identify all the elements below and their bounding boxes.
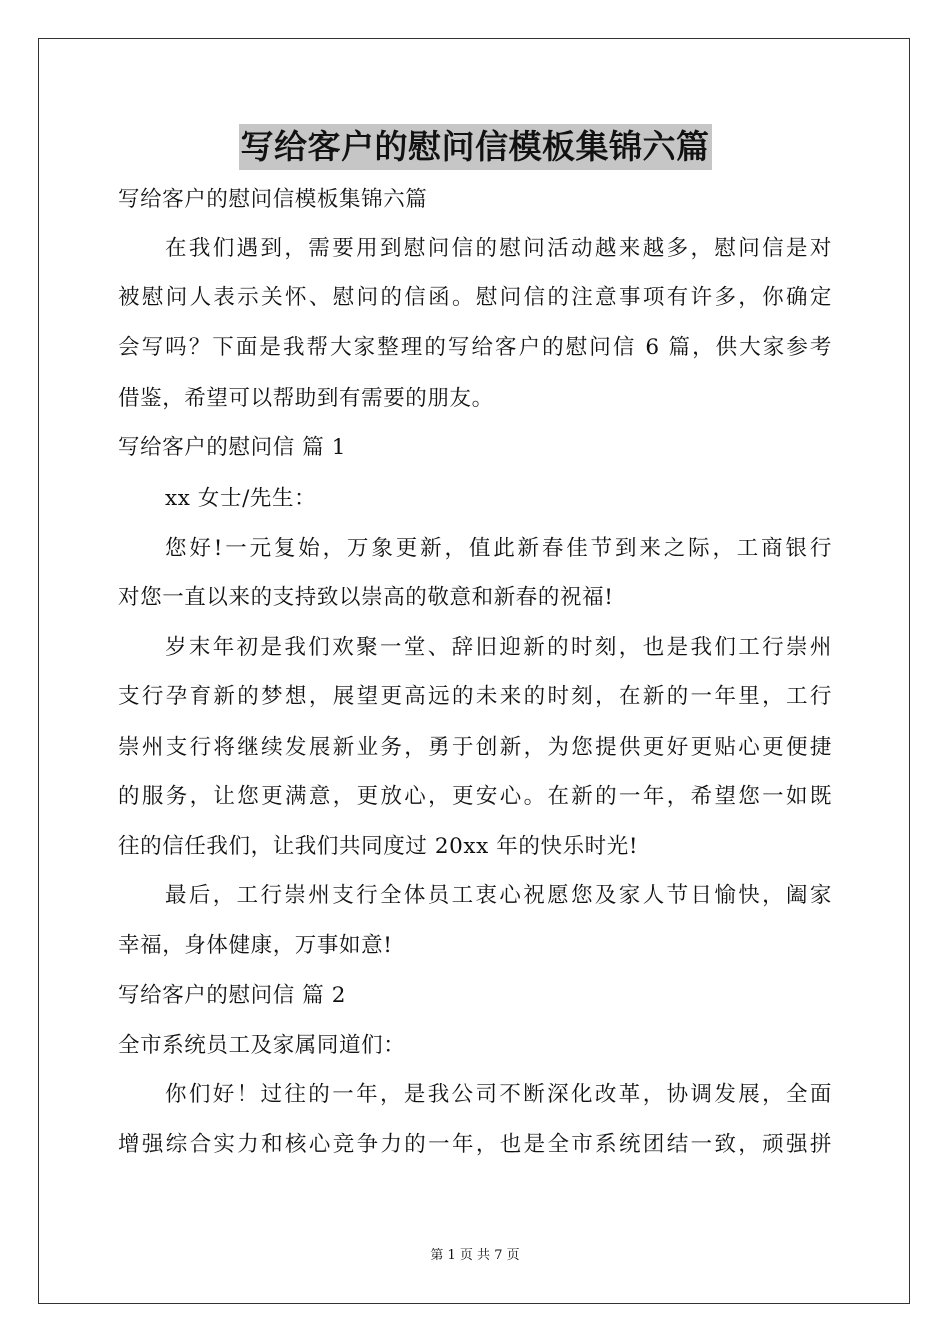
intro-line: 在我们遇到，需要用到慰问信的慰问活动越来越多，慰问信是对 [165,236,832,261]
paragraph-line: 最后，工行崇州支行全体员工衷心祝愿您及家人节日愉快，阖家 [165,883,832,908]
salutation: 全市系统员工及家属同道们： [118,1033,406,1058]
section-heading: 写给客户的慰问信 篇 1 [118,435,347,460]
section-heading: 写给客户的慰问信 篇 2 [118,983,347,1008]
paragraph-line: 崇州支行将继续发展新业务，勇于创新，为您提供更好更贴心更便捷 [118,735,832,760]
intro-line: 被慰问人表示关怀、慰问的信函。慰问信的注意事项有许多，你确定 [118,285,832,310]
paragraph-line: 你们好！过往的一年，是我公司不断深化改革，协调发展，全面 [165,1082,832,1107]
paragraph-line: 往的信任我们，让我们共同度过 20xx 年的快乐时光! [118,834,639,859]
page-footer: 第 1 页 共 7 页 [430,1248,520,1263]
paragraph-line: 支行孕育新的梦想，展望更高远的未来的时刻，在新的一年里，工行 [118,684,832,709]
document-title: 写给客户的慰问信模板集锦六篇 [239,124,712,170]
paragraph-line: 的服务，让您更满意，更放心，更安心。在新的一年，希望您一如既 [118,784,832,809]
paragraph-line: 岁末年初是我们欢聚一堂、辞旧迎新的时刻，也是我们工行崇州 [165,635,832,660]
title-container [0,124,950,170]
paragraph-line: 您好!一元复始，万象更新，值此新春佳节到来之际，工商银行 [165,536,832,561]
paragraph-line: 增强综合实力和核心竞争力的一年，也是全市系统团结一致，顽强拼 [118,1132,832,1157]
intro-line: 会写吗？下面是我帮大家整理的写给客户的慰问信 6 篇，供大家参考 [118,335,832,360]
intro-line: 借鉴，希望可以帮助到有需要的朋友。 [118,386,494,411]
paragraph-line: 幸福，身体健康，万事如意! [118,933,393,958]
paragraph-line: 对您一直以来的支持致以崇高的敬意和新春的祝福! [118,585,614,610]
page-border [38,38,910,1304]
salutation: xx 女士/先生： [165,486,317,511]
subtitle: 写给客户的慰问信模板集锦六篇 [118,187,428,212]
